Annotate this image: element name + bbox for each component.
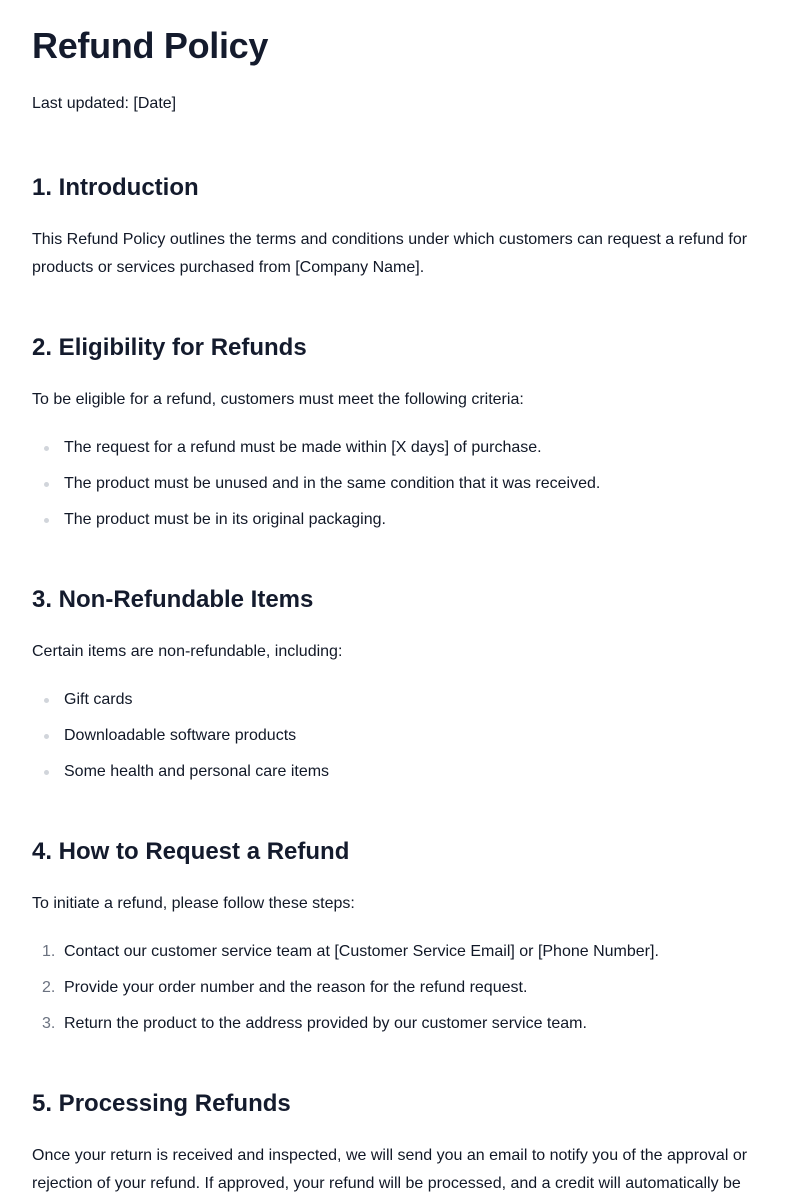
section-body: To be eligible for a refund, customers must meet the following criteria:	[32, 391, 524, 408]
section-body: Once your return is received and inspected, we will send you an email to notify you of the approval or rejection of your refund. If approved, your refund will be processed, and a credit will automatically be	[32, 1147, 748, 1192]
list-item	[32, 758, 768, 786]
list-item	[32, 686, 768, 714]
section-body: To initiate a refund, please follow these steps:	[32, 895, 355, 912]
bullet-icon	[44, 446, 49, 451]
list-item	[32, 506, 768, 534]
list-item	[32, 938, 768, 966]
list-item-text: Provide your order number and the reason for the refund request.	[64, 979, 528, 996]
refund-policy-document	[32, 0, 768, 1192]
section-heading: 4. How to Request a Refund	[32, 838, 350, 865]
list-item-text: Return the product to the address provided by our customer service team.	[64, 1015, 587, 1032]
list-item	[32, 470, 768, 498]
section-non-refundable	[32, 584, 768, 786]
list-item-text: Contact our customer service team at [Customer Service Email] or [Phone Number].	[64, 943, 659, 960]
list-item-text: The request for a refund must be made within [X days] of purchase.	[64, 439, 542, 456]
list-item-text: Some health and personal care items	[64, 763, 330, 780]
section-heading: 5. Processing Refunds	[32, 1090, 291, 1117]
section-eligibility	[32, 332, 768, 534]
section-how-to-request	[32, 836, 768, 1038]
section-body: This Refund Policy outlines the terms and conditions under which customers can request a refund for products or services purchased from [Company Name].	[32, 231, 748, 276]
last-updated-text: Last updated: [Date]	[32, 95, 177, 112]
step-number: 2.	[42, 979, 56, 996]
list-item	[32, 1010, 768, 1038]
bullet-icon	[44, 518, 49, 523]
section-heading: 3. Non-Refundable Items	[32, 586, 314, 613]
list-item-text: Gift cards	[64, 691, 133, 708]
section-heading: 1. Introduction	[32, 174, 199, 201]
section-heading: 2. Eligibility for Refunds	[32, 334, 307, 361]
step-number: 3.	[42, 1015, 56, 1032]
bullet-icon	[44, 734, 49, 739]
bullet-icon	[44, 770, 49, 775]
list-item-text: The product must be in its original packaging.	[64, 511, 386, 528]
eligibility-list	[32, 434, 768, 534]
list-item	[32, 722, 768, 750]
section-processing-refunds	[32, 1088, 768, 1198]
refund-steps-list	[32, 938, 768, 1038]
page-title: Refund Policy	[32, 25, 269, 66]
list-item-text: The product must be unused and in the same condition that it was received.	[64, 475, 601, 492]
list-item	[32, 434, 768, 462]
list-item	[32, 974, 768, 1002]
non-refundable-list	[32, 686, 768, 786]
section-body: Certain items are non-refundable, including:	[32, 643, 343, 660]
section-introduction	[32, 172, 768, 282]
list-item-text: Downloadable software products	[64, 727, 297, 744]
step-number: 1.	[42, 943, 56, 960]
bullet-icon	[44, 482, 49, 487]
bullet-icon	[44, 698, 49, 703]
